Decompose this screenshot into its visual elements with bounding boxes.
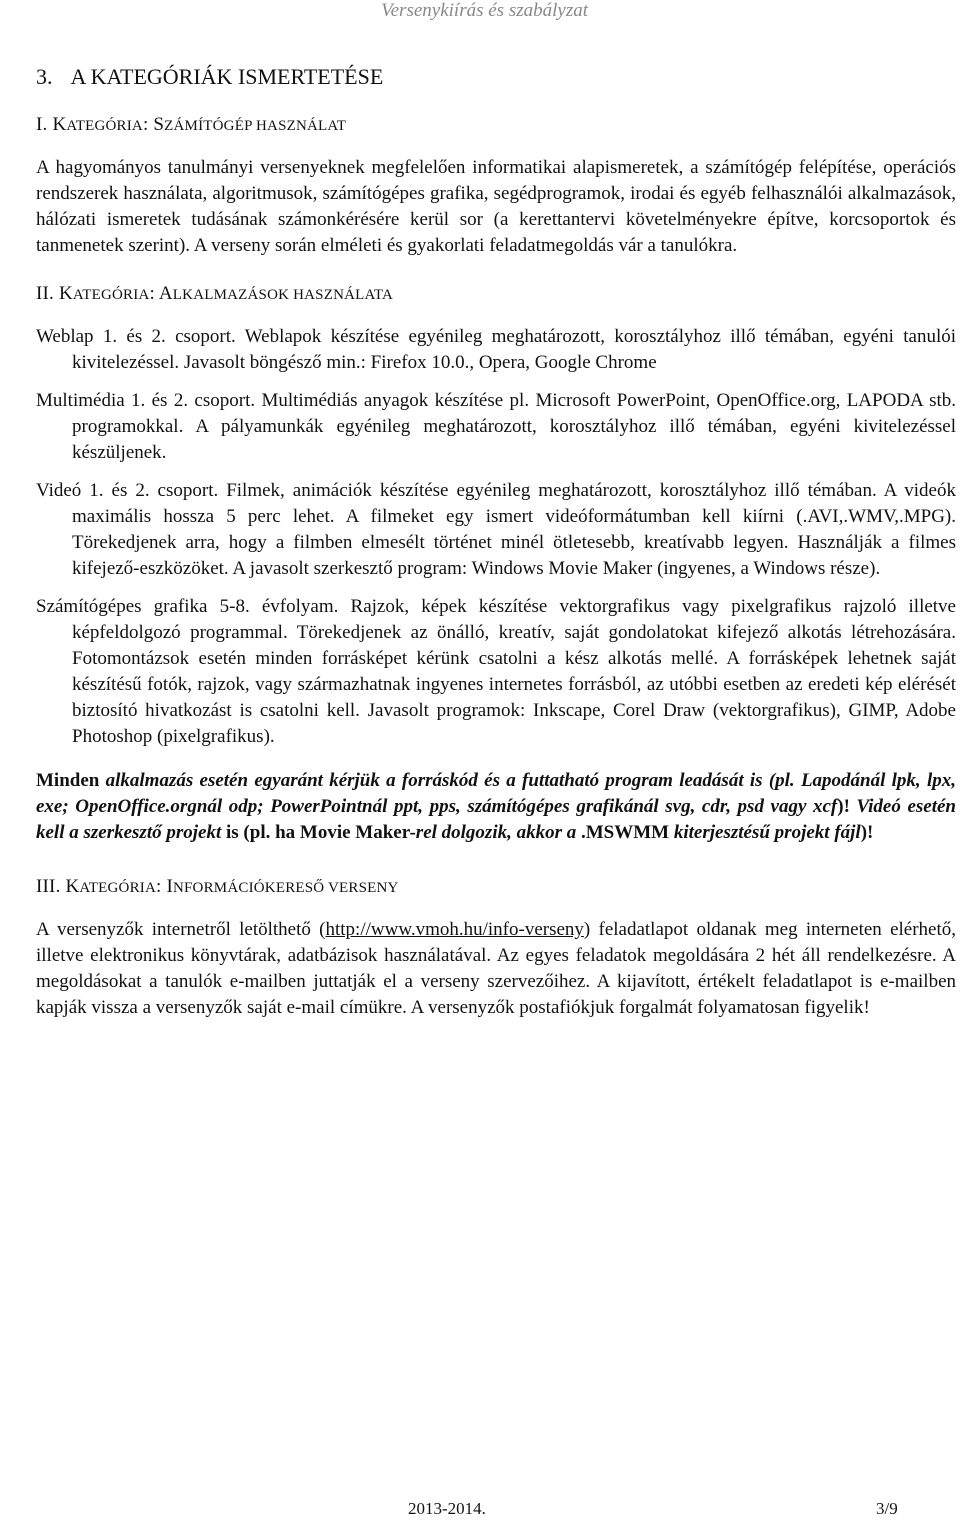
item-weblap: Weblap 1. és 2. csoport. Weblapok készítése egyénileg meghatározott, korosztályhoz illő témában, egyéni tanulói kivitelezéssel. Javasolt böngésző min.: Firefox 10.0., Opera, Google Chrome: [36, 326, 956, 373]
category-1-colon: : S: [142, 114, 165, 135]
category-2-heading: [36, 281, 956, 308]
category-3-text-start: A versenyzők internetről letölthető (: [36, 919, 326, 940]
source-code-note: [36, 768, 956, 846]
info-verseny-link[interactable]: http://www.vmoh.hu/info-verseny: [325, 919, 584, 940]
category-3-title: NFORMÁCIÓKERESŐ VERSENY: [172, 880, 399, 896]
category-2-word: ATEGÓRIA: [72, 287, 150, 303]
note-part: alkalmazás esetén egyaránt kérjük a forráskód és a futtatható program leadását is (pl. Lapodánál lpk, lpx, exe; OpenOffice.orgnál odp; PowerPointnál ppt, pps, számítógépes grafikánál svg, cdr, psd vagy xcf: [36, 770, 956, 817]
note-part: is (pl. ha Movie Maker-: [221, 822, 416, 843]
item-video: Videó 1. és 2. csoport. Filmek, animációk készítése egyénileg meghatározott, korosztályhoz illő témában. A videók maximális hossza 5 perc lehet. A filmeket egy ismert videóformátumban kell kiírni (.AVI,.WMV,.MPG). Törekedjenek arra, hogy a filmben elmesélt történet minél ötletesebb, kreatívabb legyen. Használják a filmes kifejező-eszközöket. A javasolt szerkesztő program: Windows Movie Maker (ingyenes, a Windows része).: [36, 480, 956, 579]
category-2-lead: K: [58, 283, 73, 304]
category-3-description: [36, 917, 956, 1021]
note-part: rel dolgozik, akkor a: [415, 822, 577, 843]
document-body: [36, 62, 956, 1021]
note-part: Minden: [36, 770, 106, 791]
category-3-heading: [36, 874, 956, 901]
page-number: 3/9: [876, 1499, 898, 1518]
item-multimedia: Multimédia 1. és 2. csoport. Multimédiás anyagok készítése pl. Microsoft PowerPoint, OpenOffice.org, LAPODA stb. programokkal. A pályamunkák egyénileg meghatározott, korosztályhoz illő témában, egyéni kivitelezéssel készüljenek.: [36, 390, 956, 463]
category-1-lead: K: [52, 114, 67, 135]
note-part: .MSWMM: [576, 822, 674, 843]
category-2-number: II.: [36, 283, 55, 304]
category-3-word: ATEGÓRIA: [79, 880, 157, 896]
category-1-word: ATEGÓRIA: [66, 118, 143, 134]
note-part: Videó esetén kell a szerkesztő projekt: [36, 796, 956, 843]
note-part: kiterjesztésű projekt fájl: [673, 822, 861, 843]
category-3-number: III.: [36, 876, 61, 897]
category-2-title: LKALMAZÁSOK HASZNÁLATA: [172, 287, 394, 303]
category-1-number: I.: [36, 114, 48, 135]
running-header: Versenykiírás és szabályzat: [381, 0, 588, 21]
category-3-colon: : I: [156, 876, 173, 897]
section-title: [36, 62, 956, 92]
section-number: 3.: [36, 64, 53, 89]
category-3-text-end: ) feladatlapot oldanak meg interneten elérhető, illetve elektronikus könyvtárak, adatbázisok használatával. Az egyes feladatok megoldására 2 hét áll rendelkezésre. A megoldásokat a tanulók e-mailben juttatják el a verseny szervezőihez. A kijavított, értékelt feladatlapot is e-mailben kapják vissza a versenyzők saját e-mail címükre. A versenyzők postafiókjuk forgalmát folyamatosan figyelik!: [36, 919, 956, 1018]
footer-year: 2013-2014.: [408, 1499, 486, 1518]
section-title-text: A KATEGÓRIÁK ISMERTETÉSE: [70, 64, 384, 89]
category-1-description: A hagyományos tanulmányi versenyeknek megfelelően informatikai alapismeretek, a számítógép felépítése, operációs rendszerek használata, algoritmusok, számítógépes grafika, segédprogramok, irodai és egyéb felhasználói alkalmazások, hálózati ismeretek tudásának számonkérésére kerül sor (a kerettantervi követelményekre építve, korcsoportok és tanmenetek szerint). A verseny során elméleti és gyakorlati feladatmegoldás vár a tanulókra.: [36, 157, 956, 256]
category-1-heading: [36, 112, 956, 139]
category-3-lead: K: [65, 876, 80, 897]
category-2-colon: : A: [149, 283, 173, 304]
category-1-title: ZÁMÍTÓGÉP HASZNÁLAT: [164, 118, 347, 134]
item-grafika: Számítógépes grafika 5-8. évfolyam. Rajzok, képek készítése vektorgrafikus vagy pixelgrafikus rajzoló illetve képfeldolgozó programmal. Törekedjenek az önálló, kreatív, saját gondolatokat kifejező alkotás létrehozására. Fotomontázsok esetén minden forrásképet kérünk csatolni a kész alkotás mellé. A forrásképek lehetnek saját készítésű fotók, rajzok, vagy származhatnak ingyenes internetes forrásból, az utóbbi esetben az eredeti kép elérését biztosító hivatkozást is csatolni kell. Javasolt programok: Inkscape, Corel Draw (vektorgrafikus), GIMP, Adobe Photoshop (pixelgrafikus).: [36, 596, 956, 747]
note-part: )!: [860, 822, 874, 843]
note-part: )!: [837, 796, 857, 817]
